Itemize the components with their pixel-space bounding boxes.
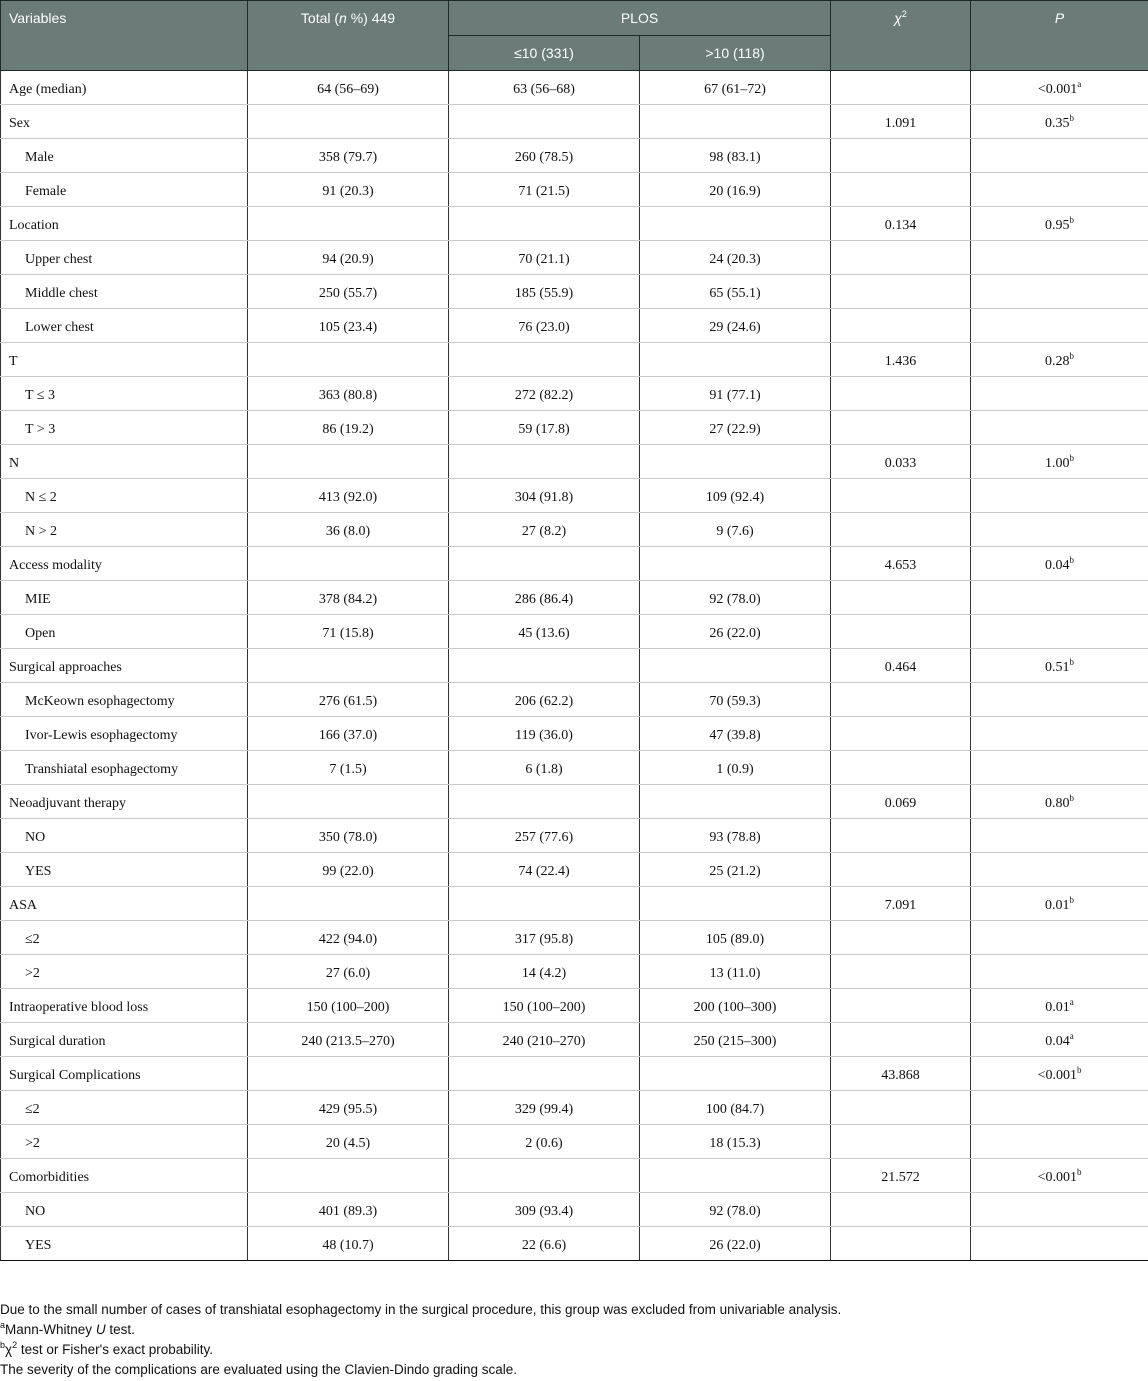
cell-chi2: 4.653 bbox=[831, 547, 971, 581]
cell-total: 71 (15.8) bbox=[248, 615, 449, 649]
table-row bbox=[1, 377, 1148, 411]
table-row bbox=[1, 547, 1148, 581]
cell-plos-le10: 14 (4.2) bbox=[449, 955, 640, 989]
cell-variable: Surgical Complications bbox=[1, 1057, 248, 1091]
cell-chi2 bbox=[831, 751, 971, 785]
table-row bbox=[1, 717, 1148, 751]
cell-chi2 bbox=[831, 1091, 971, 1125]
cell-plos-le10: 206 (62.2) bbox=[449, 683, 640, 717]
cell-plos-le10: 27 (8.2) bbox=[449, 513, 640, 547]
cell-p-value bbox=[971, 139, 1148, 173]
footnote-b: $^b\chi^2$ test or Fisher's exact probability. bbox=[0, 1340, 214, 1357]
cell-variable: Female bbox=[1, 173, 248, 207]
table-header bbox=[1, 1, 1148, 71]
table-row bbox=[1, 887, 1148, 921]
cell-p-value: 0.01$^b$ bbox=[971, 887, 1148, 921]
cell-plos-le10 bbox=[449, 649, 640, 683]
cell-variable: McKeown esophagectomy bbox=[1, 683, 248, 717]
table-row bbox=[1, 683, 1148, 717]
cell-p-value: 0.28$^b$ bbox=[971, 343, 1148, 377]
cell-variable: YES bbox=[1, 853, 248, 887]
cell-plos-gt10: 26 (22.0) bbox=[640, 615, 831, 649]
cell-plos-gt10 bbox=[640, 1057, 831, 1091]
cell-total: 422 (94.0) bbox=[248, 921, 449, 955]
cell-plos-le10: 63 (56–68) bbox=[449, 71, 640, 105]
cell-total bbox=[248, 343, 449, 377]
cell-total: 429 (95.5) bbox=[248, 1091, 449, 1125]
cell-p-value: 0.01$^a$ bbox=[971, 989, 1148, 1023]
cell-plos-gt10 bbox=[640, 445, 831, 479]
cell-plos-gt10: 29 (24.6) bbox=[640, 309, 831, 343]
cell-p-value bbox=[971, 819, 1148, 853]
cell-plos-gt10 bbox=[640, 343, 831, 377]
cell-plos-gt10 bbox=[640, 887, 831, 921]
cell-chi2: 21.572 bbox=[831, 1159, 971, 1193]
cell-variable: YES bbox=[1, 1227, 248, 1261]
cell-chi2: 0.033 bbox=[831, 445, 971, 479]
cell-variable: Upper chest bbox=[1, 241, 248, 275]
cell-chi2: 0.464 bbox=[831, 649, 971, 683]
cell-variable: T ≤ 3 bbox=[1, 377, 248, 411]
table-row bbox=[1, 71, 1148, 105]
cell-chi2 bbox=[831, 71, 971, 105]
cell-plos-gt10 bbox=[640, 785, 831, 819]
cell-variable: N ≤ 2 bbox=[1, 479, 248, 513]
cell-plos-le10: 329 (99.4) bbox=[449, 1091, 640, 1125]
cell-variable: Age (median) bbox=[1, 71, 248, 105]
table-row bbox=[1, 785, 1148, 819]
table-row bbox=[1, 1193, 1148, 1227]
cell-variable: ASA bbox=[1, 887, 248, 921]
cell-plos-gt10: 100 (84.7) bbox=[640, 1091, 831, 1125]
cell-plos-gt10: 13 (11.0) bbox=[640, 955, 831, 989]
cell-total: 105 (23.4) bbox=[248, 309, 449, 343]
cell-total: 358 (79.7) bbox=[248, 139, 449, 173]
cell-variable: >2 bbox=[1, 955, 248, 989]
cell-chi2: 7.091 bbox=[831, 887, 971, 921]
cell-plos-gt10: 47 (39.8) bbox=[640, 717, 831, 751]
p-footnote-marker: a bbox=[1069, 996, 1074, 1007]
p-footnote-marker: b bbox=[1069, 452, 1075, 463]
cell-chi2 bbox=[831, 819, 971, 853]
cell-chi2 bbox=[831, 513, 971, 547]
table-row bbox=[1, 241, 1148, 275]
cell-variable: Neoadjuvant therapy bbox=[1, 785, 248, 819]
cell-chi2: 0.069 bbox=[831, 785, 971, 819]
cell-chi2 bbox=[831, 1193, 971, 1227]
table-row bbox=[1, 513, 1148, 547]
cell-variable: N > 2 bbox=[1, 513, 248, 547]
cell-chi2 bbox=[831, 1023, 971, 1057]
cell-total: 48 (10.7) bbox=[248, 1227, 449, 1261]
table-row bbox=[1, 819, 1148, 853]
cell-total: 378 (84.2) bbox=[248, 581, 449, 615]
cell-p-value: 1.00$^b$ bbox=[971, 445, 1148, 479]
cell-p-value bbox=[971, 1125, 1148, 1159]
cell-chi2 bbox=[831, 1125, 971, 1159]
cell-chi2 bbox=[831, 921, 971, 955]
cell-plos-gt10: 24 (20.3) bbox=[640, 241, 831, 275]
cell-variable: NO bbox=[1, 819, 248, 853]
p-footnote-marker: b bbox=[1069, 350, 1075, 361]
cell-plos-gt10: 9 (7.6) bbox=[640, 513, 831, 547]
table-body bbox=[1, 71, 1148, 1261]
cell-chi2 bbox=[831, 955, 971, 989]
cell-plos-gt10: 250 (215–300) bbox=[640, 1023, 831, 1057]
cell-p-value bbox=[971, 1193, 1148, 1227]
cell-plos-gt10: 20 (16.9) bbox=[640, 173, 831, 207]
cell-plos-gt10: 1 (0.9) bbox=[640, 751, 831, 785]
table-footnotes bbox=[0, 1300, 1148, 1380]
p-footnote-marker: b bbox=[1069, 554, 1075, 565]
table-row bbox=[1, 955, 1148, 989]
table-row bbox=[1, 275, 1148, 309]
table-row bbox=[1, 173, 1148, 207]
cell-p-value bbox=[971, 853, 1148, 887]
header-plos-gt10: >10 (118) bbox=[640, 36, 831, 71]
cell-p-value: 0.80$^b$ bbox=[971, 785, 1148, 819]
p-footnote-marker: b bbox=[1069, 656, 1075, 667]
cell-plos-gt10: 27 (22.9) bbox=[640, 411, 831, 445]
p-footnote-marker: b bbox=[1069, 214, 1075, 225]
cell-p-value bbox=[971, 683, 1148, 717]
table-row bbox=[1, 989, 1148, 1023]
cell-plos-gt10 bbox=[640, 207, 831, 241]
cell-total: 27 (6.0) bbox=[248, 955, 449, 989]
table-row bbox=[1, 1159, 1148, 1193]
cell-p-value: 0.35$^b$ bbox=[971, 105, 1148, 139]
cell-chi2 bbox=[831, 377, 971, 411]
cell-variable: Transhiatal esophagectomy bbox=[1, 751, 248, 785]
cell-total: 91 (20.3) bbox=[248, 173, 449, 207]
cell-p-value: <0.001$^b$ bbox=[971, 1159, 1148, 1193]
cell-chi2 bbox=[831, 309, 971, 343]
cell-plos-le10 bbox=[449, 887, 640, 921]
cell-plos-gt10: 200 (100–300) bbox=[640, 989, 831, 1023]
cell-p-value bbox=[971, 173, 1148, 207]
cell-plos-gt10: 65 (55.1) bbox=[640, 275, 831, 309]
cell-p-value: <0.001$^a$ bbox=[971, 71, 1148, 105]
cell-total: 150 (100–200) bbox=[248, 989, 449, 1023]
cell-p-value bbox=[971, 377, 1148, 411]
cell-total: 64 (56–69) bbox=[248, 71, 449, 105]
cell-chi2 bbox=[831, 411, 971, 445]
table-row bbox=[1, 411, 1148, 445]
p-footnote-marker: a bbox=[1077, 78, 1082, 89]
cell-total: 276 (61.5) bbox=[248, 683, 449, 717]
cell-total: 94 (20.9) bbox=[248, 241, 449, 275]
cell-plos-le10: 59 (17.8) bbox=[449, 411, 640, 445]
cell-plos-gt10 bbox=[640, 1159, 831, 1193]
cell-p-value bbox=[971, 1227, 1148, 1261]
cell-variable: NO bbox=[1, 1193, 248, 1227]
cell-total: 86 (19.2) bbox=[248, 411, 449, 445]
table-row bbox=[1, 751, 1148, 785]
cell-total: 7 (1.5) bbox=[248, 751, 449, 785]
cell-plos-le10 bbox=[449, 785, 640, 819]
cell-plos-le10: 304 (91.8) bbox=[449, 479, 640, 513]
cell-chi2 bbox=[831, 479, 971, 513]
cell-chi2 bbox=[831, 853, 971, 887]
table-row bbox=[1, 343, 1148, 377]
cell-p-value bbox=[971, 581, 1148, 615]
cell-total bbox=[248, 1159, 449, 1193]
cell-plos-le10: 71 (21.5) bbox=[449, 173, 640, 207]
header-plos-le10: ≤10 (331) bbox=[449, 36, 640, 71]
cell-chi2 bbox=[831, 615, 971, 649]
cell-plos-le10 bbox=[449, 343, 640, 377]
header-variables: Variables bbox=[1, 1, 248, 71]
cell-plos-le10: 185 (55.9) bbox=[449, 275, 640, 309]
cell-p-value bbox=[971, 717, 1148, 751]
cell-variable: N bbox=[1, 445, 248, 479]
cell-p-value bbox=[971, 411, 1148, 445]
cell-variable: Surgical approaches bbox=[1, 649, 248, 683]
footnote-exclusion: Due to the small number of cases of transhiatal esophagectomy in the surgical procedure, this group was excluded from univariable analysis. bbox=[0, 1302, 842, 1317]
cell-plos-le10: 45 (13.6) bbox=[449, 615, 640, 649]
cell-chi2: 43.868 bbox=[831, 1057, 971, 1091]
cell-chi2: 0.134 bbox=[831, 207, 971, 241]
cell-total: 350 (78.0) bbox=[248, 819, 449, 853]
table-row bbox=[1, 105, 1148, 139]
table-row bbox=[1, 1125, 1148, 1159]
p-footnote-marker: b bbox=[1069, 792, 1075, 803]
cell-plos-gt10: 25 (21.2) bbox=[640, 853, 831, 887]
cell-plos-le10 bbox=[449, 207, 640, 241]
table-row bbox=[1, 1057, 1148, 1091]
cell-p-value bbox=[971, 309, 1148, 343]
cell-plos-le10 bbox=[449, 105, 640, 139]
cell-p-value bbox=[971, 955, 1148, 989]
cell-plos-le10: 74 (22.4) bbox=[449, 853, 640, 887]
cell-p-value bbox=[971, 479, 1148, 513]
cell-plos-gt10: 98 (83.1) bbox=[640, 139, 831, 173]
table-row bbox=[1, 853, 1148, 887]
cell-variable: Male bbox=[1, 139, 248, 173]
cell-p-value bbox=[971, 1091, 1148, 1125]
cell-variable: ≤2 bbox=[1, 921, 248, 955]
cell-p-value: 0.51$^b$ bbox=[971, 649, 1148, 683]
cell-p-value bbox=[971, 513, 1148, 547]
header-p: P bbox=[971, 1, 1148, 71]
cell-chi2 bbox=[831, 581, 971, 615]
table-row bbox=[1, 309, 1148, 343]
table-row bbox=[1, 1227, 1148, 1261]
cell-variable: Comorbidities bbox=[1, 1159, 248, 1193]
cell-total bbox=[248, 105, 449, 139]
cell-total bbox=[248, 887, 449, 921]
cell-p-value bbox=[971, 615, 1148, 649]
cell-chi2: 1.436 bbox=[831, 343, 971, 377]
cell-plos-gt10: 105 (89.0) bbox=[640, 921, 831, 955]
cell-plos-le10: 76 (23.0) bbox=[449, 309, 640, 343]
cell-variable: Ivor-Lewis esophagectomy bbox=[1, 717, 248, 751]
cell-total: 240 (213.5–270) bbox=[248, 1023, 449, 1057]
cell-plos-gt10: 67 (61–72) bbox=[640, 71, 831, 105]
cell-plos-gt10: 109 (92.4) bbox=[640, 479, 831, 513]
table-row bbox=[1, 139, 1148, 173]
header-plos: PLOS bbox=[449, 1, 831, 36]
cell-plos-le10 bbox=[449, 445, 640, 479]
cell-variable: Surgical duration bbox=[1, 1023, 248, 1057]
cell-total bbox=[248, 207, 449, 241]
cell-p-value bbox=[971, 275, 1148, 309]
cell-total: 36 (8.0) bbox=[248, 513, 449, 547]
cell-total bbox=[248, 445, 449, 479]
cell-total: 20 (4.5) bbox=[248, 1125, 449, 1159]
cell-chi2 bbox=[831, 989, 971, 1023]
p-footnote-marker: a bbox=[1069, 1030, 1074, 1041]
cell-variable: >2 bbox=[1, 1125, 248, 1159]
cell-p-value bbox=[971, 921, 1148, 955]
cell-chi2 bbox=[831, 683, 971, 717]
cell-plos-le10 bbox=[449, 547, 640, 581]
table-row bbox=[1, 615, 1148, 649]
cell-plos-gt10: 92 (78.0) bbox=[640, 581, 831, 615]
cell-plos-le10: 317 (95.8) bbox=[449, 921, 640, 955]
cell-total: 166 (37.0) bbox=[248, 717, 449, 751]
cell-plos-gt10: 93 (78.8) bbox=[640, 819, 831, 853]
cell-plos-gt10: 91 (77.1) bbox=[640, 377, 831, 411]
cell-plos-le10 bbox=[449, 1159, 640, 1193]
table-row bbox=[1, 479, 1148, 513]
cell-total: 363 (80.8) bbox=[248, 377, 449, 411]
cell-total bbox=[248, 547, 449, 581]
p-footnote-marker: b bbox=[1076, 1064, 1082, 1075]
table-row bbox=[1, 445, 1148, 479]
cell-variable: Lower chest bbox=[1, 309, 248, 343]
cell-variable: MIE bbox=[1, 581, 248, 615]
cell-p-value: 0.95$^b$ bbox=[971, 207, 1148, 241]
cell-variable: ≤2 bbox=[1, 1091, 248, 1125]
cell-chi2 bbox=[831, 1227, 971, 1261]
cell-total: 250 (55.7) bbox=[248, 275, 449, 309]
cell-variable: Access modality bbox=[1, 547, 248, 581]
cell-plos-gt10: 18 (15.3) bbox=[640, 1125, 831, 1159]
cell-p-value: 0.04$^a$ bbox=[971, 1023, 1148, 1057]
p-footnote-marker: b bbox=[1076, 1166, 1082, 1177]
cell-variable: Sex bbox=[1, 105, 248, 139]
cell-plos-le10: 22 (6.6) bbox=[449, 1227, 640, 1261]
cell-plos-le10: 260 (78.5) bbox=[449, 139, 640, 173]
cell-plos-le10: 2 (0.6) bbox=[449, 1125, 640, 1159]
cell-plos-le10: 309 (93.4) bbox=[449, 1193, 640, 1227]
cell-total: 401 (89.3) bbox=[248, 1193, 449, 1227]
p-footnote-marker: b bbox=[1069, 894, 1075, 905]
cell-plos-gt10: 92 (78.0) bbox=[640, 1193, 831, 1227]
cell-plos-le10: 286 (86.4) bbox=[449, 581, 640, 615]
cell-plos-le10: 119 (36.0) bbox=[449, 717, 640, 751]
cell-variable: T bbox=[1, 343, 248, 377]
cell-chi2 bbox=[831, 139, 971, 173]
cell-plos-gt10 bbox=[640, 649, 831, 683]
cell-plos-le10: 257 (77.6) bbox=[449, 819, 640, 853]
cell-plos-le10: 272 (82.2) bbox=[449, 377, 640, 411]
cell-p-value: 0.04$^b$ bbox=[971, 547, 1148, 581]
cell-chi2: 1.091 bbox=[831, 105, 971, 139]
cell-plos-gt10 bbox=[640, 547, 831, 581]
cell-p-value bbox=[971, 241, 1148, 275]
cell-plos-le10: 240 (210–270) bbox=[449, 1023, 640, 1057]
table-row bbox=[1, 1023, 1148, 1057]
footnote-clavien-dindo: The severity of the complications are evaluated using the Clavien-Dindo grading scale. bbox=[0, 1362, 518, 1377]
cell-plos-le10: 6 (1.8) bbox=[449, 751, 640, 785]
cell-total bbox=[248, 649, 449, 683]
cell-variable: Intraoperative blood loss bbox=[1, 989, 248, 1023]
table-row bbox=[1, 921, 1148, 955]
footnote-a: $^a$Mann-Whitney U test. bbox=[0, 1320, 135, 1337]
cell-variable: T > 3 bbox=[1, 411, 248, 445]
cell-variable: Location bbox=[1, 207, 248, 241]
cell-variable: Middle chest bbox=[1, 275, 248, 309]
cell-chi2 bbox=[831, 241, 971, 275]
cell-p-value: <0.001$^b$ bbox=[971, 1057, 1148, 1091]
cell-plos-gt10: 26 (22.0) bbox=[640, 1227, 831, 1261]
p-footnote-marker: b bbox=[1069, 112, 1075, 123]
cell-total: 413 (92.0) bbox=[248, 479, 449, 513]
cell-plos-le10 bbox=[449, 1057, 640, 1091]
cell-plos-le10: 70 (21.1) bbox=[449, 241, 640, 275]
header-total: Total (n %) 449 bbox=[248, 1, 449, 71]
header-chi2: $\chi^2$ bbox=[831, 1, 971, 71]
table-row bbox=[1, 1091, 1148, 1125]
cell-plos-gt10 bbox=[640, 105, 831, 139]
cell-plos-gt10: 70 (59.3) bbox=[640, 683, 831, 717]
cell-chi2 bbox=[831, 173, 971, 207]
cell-total: 99 (22.0) bbox=[248, 853, 449, 887]
cell-plos-le10: 150 (100–200) bbox=[449, 989, 640, 1023]
cell-total bbox=[248, 785, 449, 819]
table-row bbox=[1, 207, 1148, 241]
table-row bbox=[1, 581, 1148, 615]
table-row bbox=[1, 649, 1148, 683]
cell-total bbox=[248, 1057, 449, 1091]
cell-chi2 bbox=[831, 275, 971, 309]
cell-chi2 bbox=[831, 717, 971, 751]
cell-p-value bbox=[971, 751, 1148, 785]
cell-variable: Open bbox=[1, 615, 248, 649]
